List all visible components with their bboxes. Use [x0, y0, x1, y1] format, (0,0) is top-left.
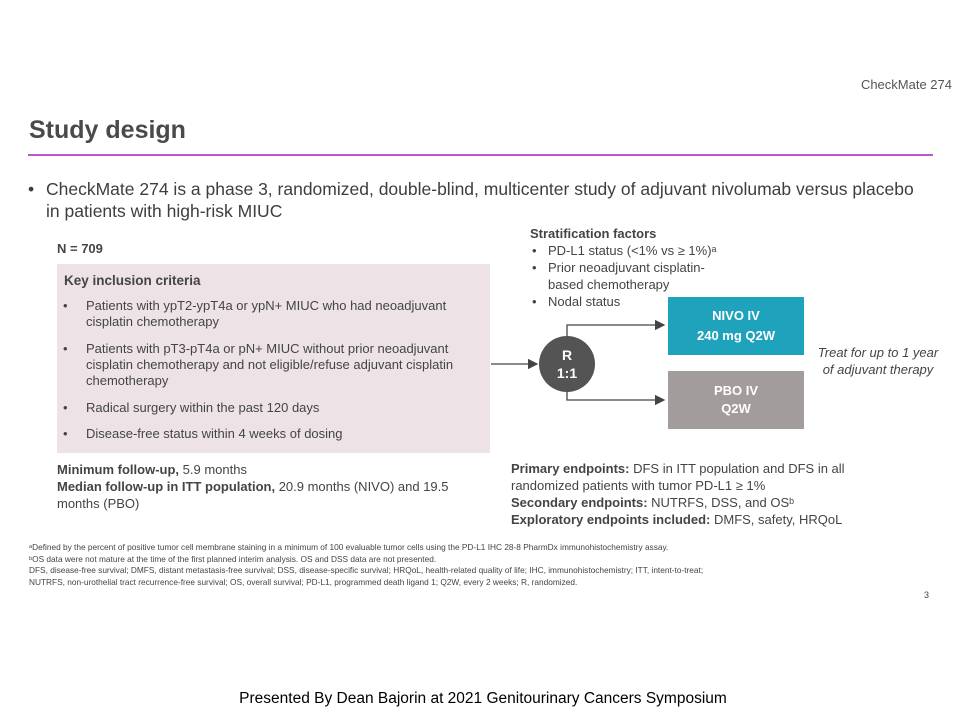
- sample-size: N = 709: [57, 241, 103, 256]
- page-number: 3: [924, 590, 930, 600]
- bullet-dot-icon: •: [63, 298, 68, 313]
- median-followup-value: 20.9 months (NIVO) and 19.5 months (PBO): [57, 479, 449, 511]
- footnote: NUTRFS, non-urothelial tract recurrence-free survival; OS, overall survival; PD-L1, programmed death ligand 1; Q2W, every 2 weeks; R, randomized.: [29, 576, 578, 587]
- bullet-dot-icon: •: [532, 260, 537, 275]
- exploratory-endpoints: [511, 511, 881, 528]
- stratification-heading: Stratification factors: [530, 226, 657, 241]
- nivo-arm-name: NIVO IV: [712, 308, 760, 323]
- page-title: Study design: [29, 116, 186, 144]
- min-followup-label: Minimum follow-up,: [57, 462, 180, 477]
- secondary-endpoints-text: NUTRFS, DSS, and OSᵇ: [647, 495, 795, 510]
- to-pbo-arrow: [567, 392, 664, 400]
- trial-tag: CheckMate 274: [860, 77, 952, 92]
- stratification-item-text: PD-L1 status (<1% vs ≥ 1%)ᵃ: [548, 243, 717, 258]
- bullet-dot-icon: •: [28, 179, 35, 199]
- randomization-node: [539, 336, 595, 392]
- bullet-dot-icon: •: [63, 400, 68, 415]
- criteria-item-text: Radical surgery within the past 120 days: [86, 400, 320, 415]
- footnote: ᵇOS data were not mature at the time of the first planned interim analysis. OS and DSS data are not presented.: [29, 553, 437, 564]
- criteria-item-text: Patients with ypT2-ypT4a or ypN+ MIUC who had neoadjuvant cisplatin chemotherapy: [86, 298, 447, 329]
- criteria-item-text: Patients with pT3-pT4a or pN+ MIUC without prior neoadjuvant cisplatin chemotherapy and not eligible/refuse adjuvant cisplatin chemotherapy: [86, 341, 454, 388]
- to-nivo-arrow: [567, 325, 664, 336]
- footnote: DFS, disease-free survival; DMFS, distant metastasis-free survival; DSS, disease-specific survival; HRQoL, health-related quality of life; IHC, immunohistochemistry; ITT, intent-to-treat;: [29, 565, 704, 575]
- criteria-item-text: Disease-free status within 4 weeks of dosing: [86, 426, 343, 441]
- primary-endpoints-text: DFS in ITT population and DFS in all randomized patients with tumor PD-L1 ≥ 1%: [511, 461, 845, 493]
- bullet-dot-icon: •: [532, 243, 537, 258]
- bullet-dot-icon: •: [532, 294, 537, 309]
- pbo-arm-name: PBO IV: [713, 383, 759, 398]
- nivo-arm-dose: 240 mg Q2W: [696, 328, 776, 343]
- endpoints-block: [511, 460, 881, 528]
- median-followup-label: Median follow-up in ITT population,: [57, 479, 276, 494]
- exploratory-endpoints-text: DMFS, safety, HRQoL: [710, 512, 843, 527]
- nivo-arm-box: [668, 297, 804, 355]
- pbo-arm-box: [668, 371, 804, 429]
- randomization-label: R: [561, 347, 573, 363]
- primary-endpoints-label: Primary endpoints:: [511, 461, 630, 476]
- primary-endpoints: [511, 460, 881, 494]
- footnotes: [29, 542, 929, 588]
- treatment-duration-note: Treat for up to 1 year of adjuvant therapy: [817, 345, 939, 377]
- randomization-ratio: 1:1: [556, 365, 578, 381]
- secondary-endpoints: [511, 494, 881, 511]
- presenter-credit: Presented By Dean Bajorin at 2021 Genitourinary Cancers Symposium: [239, 690, 727, 707]
- footnote: ᵃDefined by the percent of positive tumor cell membrane staining in a minimum of 100 evaluable tumor cells using the PD-L1 IHC 28-8 PharmDx immunohistochemistry assay.: [29, 542, 669, 552]
- secondary-endpoints-label: Secondary endpoints:: [511, 495, 648, 510]
- min-followup-value: 5.9 months: [179, 462, 247, 477]
- stratification-item-text: Nodal status: [548, 294, 621, 309]
- intro-bullet-text: CheckMate 274 is a phase 3, randomized, double-blind, multicenter study of adjuvant nivolumab versus placebo in patients with high-risk MIUC: [46, 179, 914, 221]
- criteria-heading: Key inclusion criteria: [64, 273, 201, 288]
- exploratory-endpoints-label: Exploratory endpoints included:: [511, 512, 711, 527]
- stratification-item-text: Prior neoadjuvant cisplatin-based chemotherapy: [548, 260, 705, 292]
- bullet-dot-icon: •: [63, 426, 68, 441]
- bullet-dot-icon: •: [63, 341, 68, 356]
- pbo-arm-dose: Q2W: [721, 401, 751, 416]
